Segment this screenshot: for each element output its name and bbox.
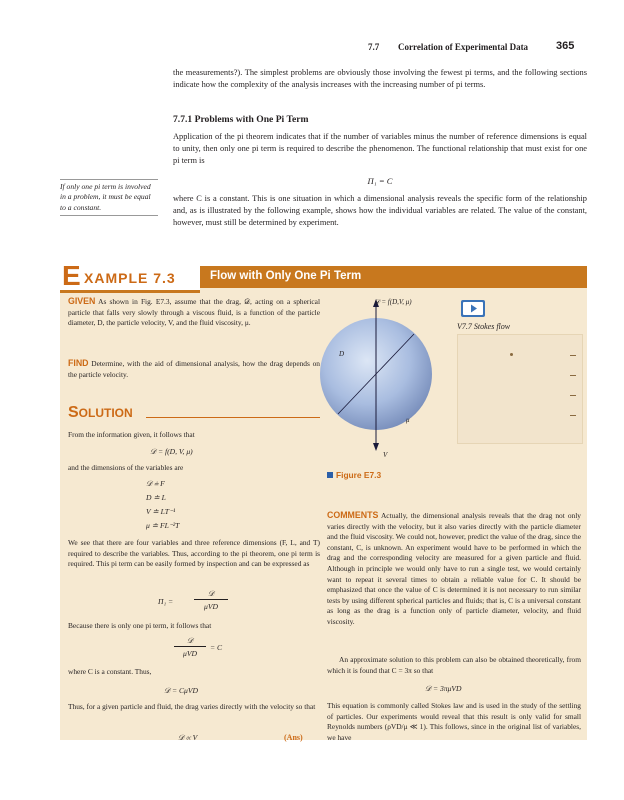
caption-text: Figure E7.3: [336, 470, 382, 480]
velocity-arrow-head: [373, 443, 379, 451]
solution-text-6: Thus, for a given particle and fluid, the drag varies directly with the velocity so that: [68, 702, 316, 711]
dim-diameter: D ≐ L: [146, 493, 166, 502]
comments-text-1: Actually, the dimensional analysis reveals that the drag not only varies directly with the velocity, but it also varies directly with the particle diameter and the fluid viscosity. We could not, however, predict the value of the drag, since the constant, C, is unknown. An experiment would have to be performed in which the drag and the corresponding velocity are measured for a given particle and fluid. Although in principle we would only have to run a single test, we would certainly want to repeat it several times to obtain a reliable value for C. It should be emphasized that once the value of C is determined it is not necessary to run similar tests by using different spherical particles and fluids; that is, C is a universal constant as long as the drag is a function only of particle diameter, velocity, and fluid viscosity.: [327, 511, 581, 626]
section-title: 7.7.1 Problems with One Pi Term: [173, 114, 309, 125]
comments-text-2: An approximate solution to this problem can also be obtained theoretically, from which it is found that C = 3π so that: [327, 655, 581, 675]
find-label: FIND: [68, 358, 89, 368]
particle-dot: [510, 353, 513, 356]
video-play-button[interactable]: [461, 300, 485, 317]
page-number: 365: [556, 40, 575, 52]
given-paragraph: [68, 296, 320, 329]
scale-tick: [570, 355, 576, 356]
example-title: Flow with Only One Pi Term: [210, 270, 362, 282]
given-text: As shown in Fig. E7.3, assume that the drag, 𝒟, acting on a spherical particle that falls very slowly through a viscous fluid, is a function of the particle diameter, D, the particle velocity, V, and the fluid viscosity, μ.: [68, 297, 320, 328]
pi1-lhs: Π₁ =: [158, 597, 174, 606]
pi2-denominator: μVD: [183, 649, 197, 658]
eq-c-form: 𝒟 = CμVD: [164, 686, 198, 695]
pi1-numerator: 𝒟: [194, 589, 228, 600]
video-label[interactable]: V7.7 Stokes flow: [457, 322, 511, 331]
dim-velocity: V ≐ LT⁻¹: [146, 507, 176, 516]
fig-viscosity-label: μ: [406, 416, 410, 424]
eq-proportional: 𝒟 ∝ V: [178, 733, 198, 742]
fig-diameter-label: D: [339, 350, 345, 358]
example-initial: E: [62, 260, 81, 291]
paragraph-2: where C is a constant. This is one situation in which a dimensional analysis reveals the specific form of the relationship and, as is illustrated by the following example, shows how the individual variables are related. The value of the constant, however, must still be determined by experiment.: [173, 194, 587, 228]
pi1-denominator: μVD: [204, 602, 218, 611]
scale-tick: [570, 395, 576, 396]
solution-label: OLUTION: [78, 406, 133, 420]
pi2-numerator: 𝒟: [174, 636, 206, 647]
comments-label: COMMENTS: [327, 510, 379, 520]
play-icon: [461, 300, 485, 317]
solution-heading: [68, 404, 133, 422]
comments-text-3: This equation is commonly called Stokes law and is used in the study of the settling of particles. Our experiments would reveal that this result is only valid for small Reynolds numbers (ρVD/μ ≪ 1). This follows, since in the original list of variables, we have: [327, 701, 581, 742]
solution-text-1: From the information given, it follows that: [68, 430, 195, 439]
figure-caption: [327, 470, 381, 480]
paragraph-1: Application of the pi theorem indicates that if the number of variables minus the number of reference dimensions is equal to unity, then only one pi term is required to describe the phenomenon. The functional relationship that must exist for one pi term is: [173, 132, 587, 166]
comments-paragraph: [327, 510, 581, 628]
example-label-box: [60, 262, 200, 293]
solution-rule: [146, 417, 320, 418]
fig-velocity-label: V: [383, 451, 388, 459]
solution-text-5: where C is a constant. Thus,: [68, 667, 152, 676]
header-title: Correlation of Experimental Data: [398, 42, 529, 52]
eq-function: 𝒟 = f(D, V, μ): [150, 447, 193, 456]
intro-paragraph: the measurements?). The simplest problems are obviously those involving the fewest pi terms, and the following sections indicate how the complexity of the analysis increases with the increasing number of pi terms.: [173, 68, 587, 90]
dim-drag: 𝒟 ≐ F: [146, 479, 165, 488]
given-label: GIVEN: [68, 296, 96, 306]
example-number: XAMPLE 7.3: [84, 270, 176, 286]
video-thumbnail[interactable]: [457, 334, 583, 444]
answer-tag: (Ans): [284, 733, 303, 742]
solution-text-3: We see that there are four variables and three reference dimensions (F, L, and T) required to describe the variables. Thus, according to the pi theorem, one pi term is required. This pi term can be easily formed by inspection and can be expressed as: [68, 538, 320, 569]
solution-initial: S: [68, 404, 79, 421]
fig-drag-label: 𝒟 = f(D,V, μ): [374, 298, 412, 306]
figure-sphere: [320, 296, 440, 474]
find-text: Determine, with the aid of dimensional analysis, how the drag depends on the particle velocity.: [68, 359, 320, 379]
pi2-rhs: = C: [210, 643, 223, 652]
equation-pi: Π₁ = C: [367, 176, 393, 186]
solution-text-4: Because there is only one pi term, it follows that: [68, 621, 212, 630]
scale-tick: [570, 375, 576, 376]
scale-tick: [570, 415, 576, 416]
caption-marker: [327, 472, 333, 478]
header-section: 7.7: [368, 42, 380, 52]
eq-stokes: 𝒟 = 3πμVD: [425, 684, 462, 693]
find-paragraph: [68, 358, 320, 380]
margin-note: If only one pi term is involved in a problem, it must be equal to a constant.: [60, 179, 158, 216]
solution-text-2: and the dimensions of the variables are: [68, 463, 184, 472]
dim-viscosity: μ ≐ FL⁻²T: [146, 521, 180, 530]
